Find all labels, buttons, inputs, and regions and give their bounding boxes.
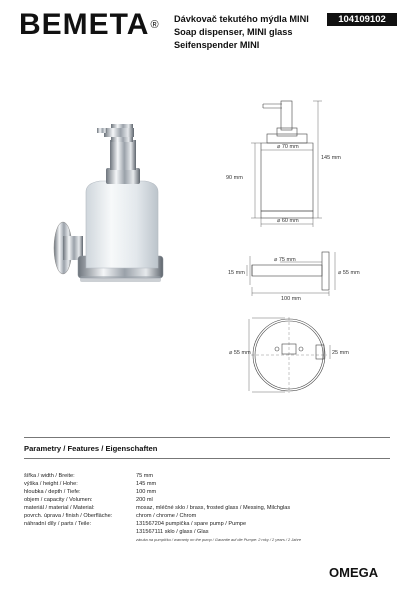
dim-front-d-bottom: ⌀ 60 mm bbox=[277, 218, 299, 224]
title-cz: Dávkovač tekutého mýdla MINI bbox=[174, 14, 309, 24]
param-label: objem / capacity / Volumen: bbox=[24, 497, 93, 503]
param-value: 145 mm bbox=[136, 481, 157, 487]
param-value: 131567204 pumpička / spare pump / Pumpe bbox=[136, 521, 247, 527]
section-divider bbox=[24, 458, 390, 459]
registered-mark: ® bbox=[150, 19, 160, 31]
param-label: náhradní díly / parts / Teile: bbox=[24, 521, 92, 527]
title-en: Soap dispenser, MINI glass bbox=[174, 27, 293, 37]
param-label: šířka / width / Breite: bbox=[24, 473, 75, 479]
dim-side-rosette-height: 15 mm bbox=[228, 270, 245, 276]
param-value: chrom / chrome / Chrom bbox=[136, 513, 197, 519]
rosette-drawing bbox=[249, 317, 330, 393]
parameters-title: Parametry / Features / Eigenschaften bbox=[24, 444, 158, 453]
param-label: hloubka / depth / Tiefe: bbox=[24, 489, 81, 495]
dim-front-d-top: ⌀ 70 mm bbox=[277, 144, 299, 150]
title-de: Seifenspender MINI bbox=[174, 40, 260, 50]
param-label: povrch. úprava / finish / Oberfläche: bbox=[24, 513, 113, 519]
section-divider-top bbox=[24, 437, 390, 438]
param-label: materiál / material / Material: bbox=[24, 505, 95, 511]
dim-front-height-total: 145 mm bbox=[321, 155, 341, 161]
dim-rosette-d: ⌀ 55 mm bbox=[229, 350, 251, 356]
param-label: výška / height / Hohe: bbox=[24, 481, 78, 487]
param-value: 75 mm bbox=[136, 473, 154, 479]
dim-front-height-body: 90 mm bbox=[226, 175, 243, 181]
param-value: 100 mm bbox=[136, 489, 157, 495]
dim-side-d-rosette: ⌀ 55 mm bbox=[338, 270, 360, 276]
param-value: 200 ml bbox=[136, 497, 153, 503]
dim-side-d-rod: ⌀ 75 mm bbox=[274, 257, 296, 263]
param-value: 131567111 sklo / glass / Glas bbox=[136, 529, 209, 535]
brand-name: BEMETA bbox=[19, 8, 150, 41]
warranty-note: záruka na pumpičku / warranty on the pump / Garantie auf die Pumpe: 2 roky / 2 years / 2 Jahre bbox=[136, 537, 302, 542]
product-photo bbox=[54, 124, 163, 282]
series-name: OMEGA bbox=[329, 565, 379, 580]
dim-side-length: 100 mm bbox=[281, 296, 301, 302]
product-code: 104109102 bbox=[327, 13, 397, 26]
param-value: mosaz, mléčné sklo / brass, frosted glass / Messing, Milchglas bbox=[136, 505, 291, 511]
front-view-drawing bbox=[251, 101, 322, 227]
dim-rosette-depth: 25 mm bbox=[332, 350, 349, 356]
